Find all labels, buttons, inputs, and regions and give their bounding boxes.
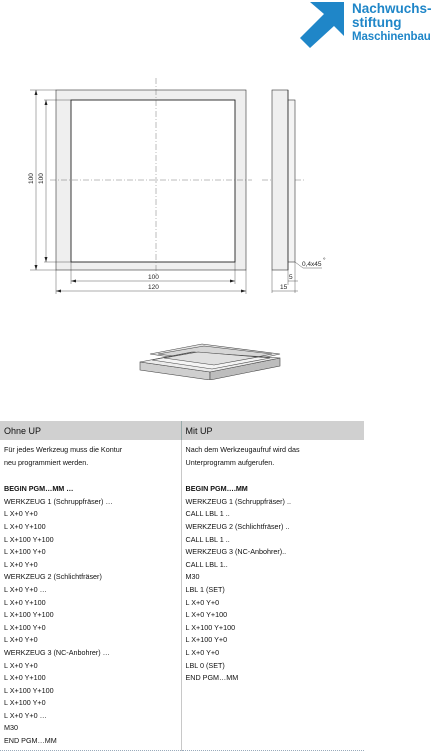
code-line: L X+100 Y+100 [4,610,54,620]
code-line: L X+0 Y+0 [185,647,220,657]
code-line: L X+0 Y+100 [185,610,228,620]
code-line: LBL 1 (SET) [185,584,225,594]
code-line: WERKZEUG 1 (Schruppfräser) … [4,496,113,506]
side-view [272,90,288,270]
logo-line-1: Nachwuchs- [352,1,432,16]
left-intro-line: Für jedes Werkzeug muss die Kontur [4,445,123,454]
code-line: L X+100 Y+100 [4,534,54,544]
left-intro [4,444,177,469]
right-intro-line: Unterprogramm aufgerufen. [185,457,275,467]
logo-line-2: stiftung [352,15,402,30]
front-view-inner [71,100,235,262]
code-line: L X+0 Y+0 [4,660,38,670]
code-line: BEGIN PGM…MM … [4,484,74,494]
code-line: L X+100 Y+100 [185,622,236,632]
code-line: L X+100 Y+0 [185,635,228,645]
code-line: END PGM…MM [4,736,57,746]
code-line: WERKZEUG 3 (NC-Anbohrer) … [4,647,110,657]
code-line: CALL LBL 1 .. [185,534,230,544]
code-line: WERKZEUG 2 (Schlichtfräser) [4,572,102,582]
right-intro-line: Nach dem Werkzeugaufruf wird das [185,445,300,454]
left-column [0,440,181,750]
logo-wordmark [352,2,432,44]
dim-total: 15 [280,284,288,291]
comparison-table [0,421,364,751]
code-line: WERKZEUG 2 (Schlichtfräser) .. [185,521,290,531]
code-line: M30 [185,572,200,582]
dim-width-outer: 120 [148,284,159,291]
code-line: L X+100 Y+100 [4,685,54,695]
left-code-block [4,483,177,747]
code-line: L X+100 Y+0 [4,698,46,708]
dim-degree: ° [323,257,326,264]
code-line: L X+0 Y+0 … [4,584,47,594]
right-code-block [186,483,361,685]
workpiece-3d-view [130,332,310,380]
header-ohne-up: Ohne UP [0,421,181,440]
code-line: L X+100 Y+0 [4,622,46,632]
code-line: L X+0 Y+100 [4,673,46,683]
dim-height-inner: 100 [38,173,45,184]
logo-line-3: Maschinenbau [352,31,431,43]
dim-step: 5 [289,274,293,281]
code-line: WERKZEUG 1 (Schruppfräser) .. [185,496,291,506]
code-line: CALL LBL 1 .. [185,509,230,519]
left-intro-line: neu programmiert werden. [4,457,89,467]
code-line: L X+0 Y+0 [4,559,38,569]
code-line: L X+0 Y+100 [4,521,46,531]
code-line: END PGM…MM [185,673,239,683]
side-view-step [288,100,295,262]
code-line: WERKZEUG 3 (NC-Anbohrer).. [185,547,287,557]
arrow-logo-icon [298,0,346,48]
code-line: BEGIN PGM….MM [185,484,248,494]
header-mit-up: Mit UP [181,421,364,440]
logo [298,0,446,50]
right-intro [186,444,361,469]
dim-width-inner: 100 [148,274,159,281]
code-line: LBL 0 (SET) [185,660,225,670]
code-line: L X+0 Y+0 [4,509,38,519]
technical-drawing [0,70,446,300]
right-column [181,440,364,750]
code-line: L X+100 Y+0 [4,547,46,557]
code-line: CALL LBL 1.. [185,559,228,569]
code-line: L X+0 Y+0 [4,635,38,645]
dim-chamfer: 0,4x45 [302,261,322,268]
code-line: M30 [4,723,18,733]
code-line: L X+0 Y+0 … [4,710,47,720]
code-line: L X+0 Y+100 [4,597,46,607]
code-line: L X+0 Y+0 [185,597,220,607]
dim-height-outer: 100 [28,173,35,184]
